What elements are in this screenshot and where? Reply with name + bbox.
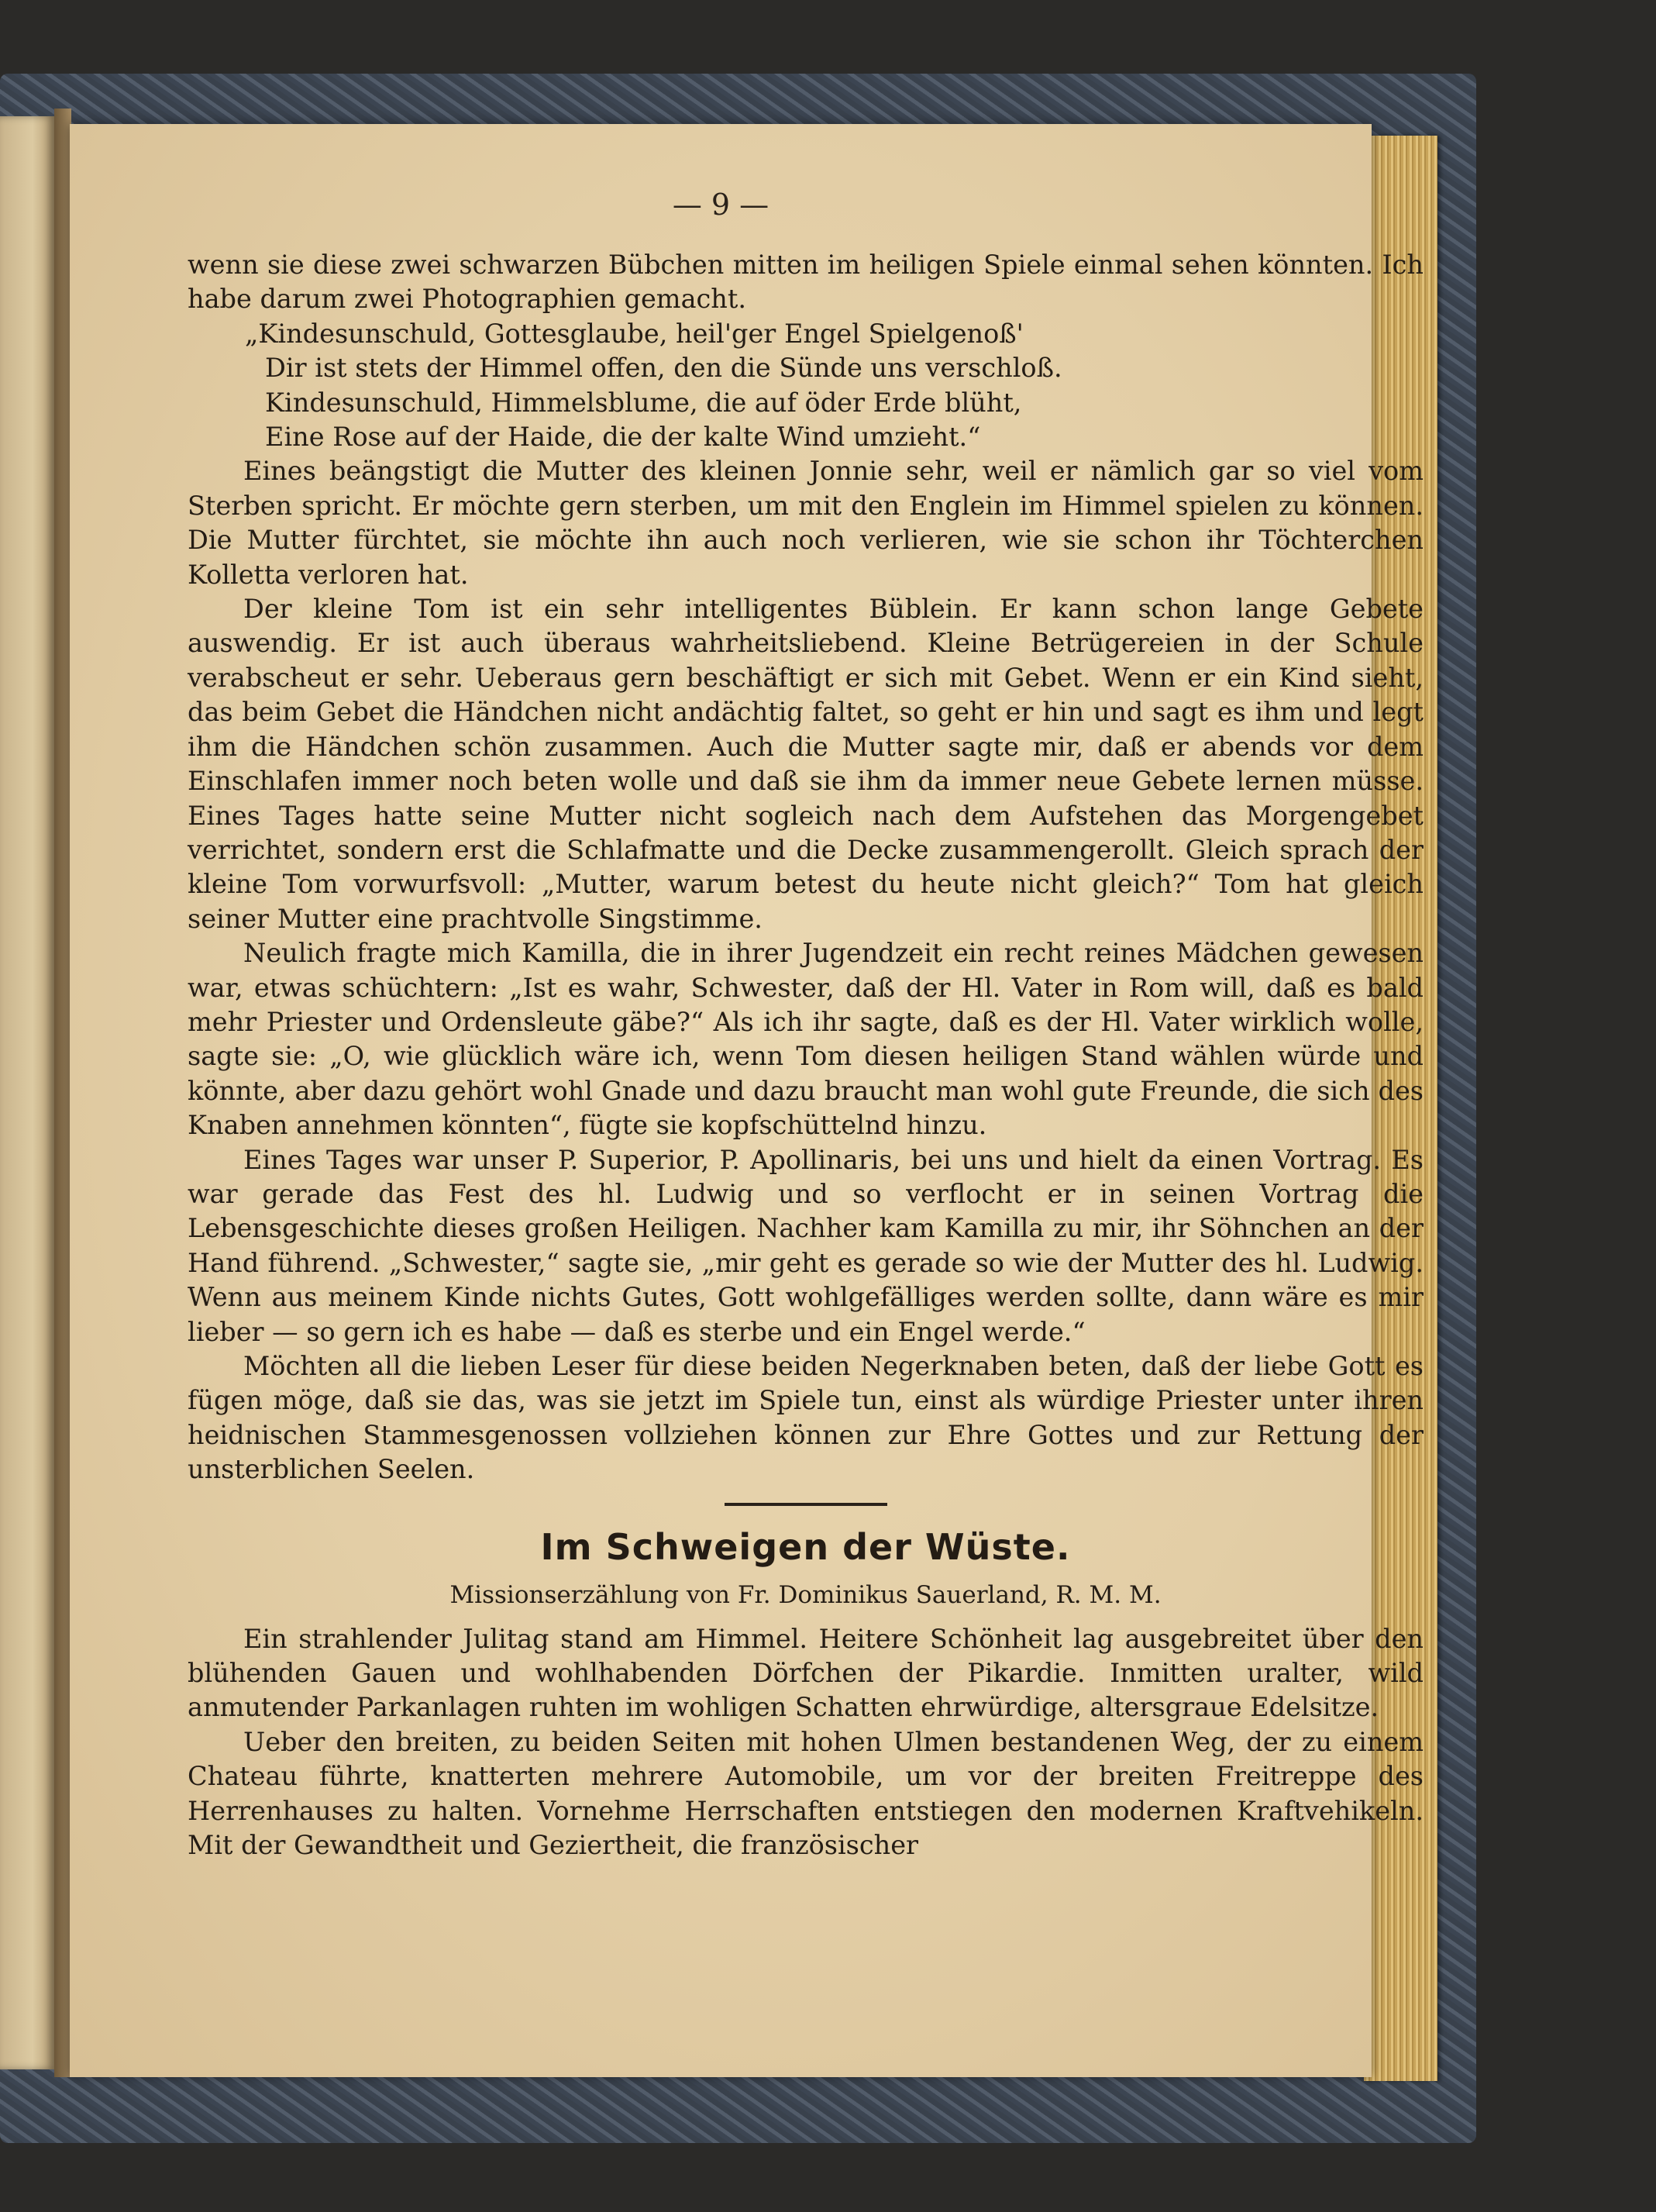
article-title: Im Schweigen der Wüste.: [540, 1525, 1071, 1568]
previous-page-edge: [0, 116, 54, 2069]
poem: [188, 317, 1424, 455]
section-divider: [725, 1503, 887, 1506]
page-text: [188, 248, 1424, 1862]
page-number: — 9 —: [672, 188, 769, 222]
book-page: [70, 124, 1424, 2077]
book-gutter: [54, 109, 71, 2077]
paragraph: Neulich fragte mich Kamilla, die in ihrer Jugendzeit ein recht reines Mädchen gewesen war, etwas schüchtern: „Ist es wahr, Schwester, daß der Hl. Vater in Rom will, daß es bald mehr Priester und Ordensleute gäbe?“ Als ich ihr sagte, daß es der Hl. Vater wirklich wolle, sagte sie: „O, wie glücklich wäre ich, wenn Tom diesen heiligen Stand wählen würde und könnte, aber dazu gehört wohl Gnade und dazu braucht man wohl gute Freunde, die sich des Knaben annehmen könnten“, fügte sie kopfschüttelnd hinzu.: [188, 938, 1424, 1141]
paragraph: Eines beängstigt die Mutter des kleinen Jonnie sehr, weil er nämlich gar so viel vom Sterben spricht. Er möchte gern sterben, um mit den Englein im Himmel spielen zu können. Die Mutter fürchtet, sie möchte ihn auch noch verlieren, wie sie schon ihr Töchterchen Kolletta verloren hat.: [188, 456, 1424, 590]
poem-line: Eine Rose auf der Haide, die der kalte Wind umzieht.“: [265, 422, 981, 453]
paragraph: Möchten all die lieben Leser für diese beiden Negerknaben beten, daß der liebe Gott es fügen möge, daß sie das, was sie jetzt im Spiele tun, einst als würdige Priester unter ihren heidnischen Stammesgenossen vollziehen können zur Ehre Gottes und zur Rettung der unsterblichen Seelen.: [188, 1351, 1424, 1485]
poem-line: Dir ist stets der Himmel offen, den die Sünde uns verschloß.: [265, 353, 1062, 384]
paragraph: Eines Tages war unser P. Superior, P. Apollinaris, bei uns und hielt da einen Vortrag. Es war gerade das Fest des hl. Ludwig und so verflocht er in seinen Vortrag die Lebensgeschichte dieses großen Heiligen. Nachher kam Kamilla zu mir, ihr Söhnchen an der Hand führend. „Schwester,“ sagte sie, „mir geht es gerade so wie der Mutter des hl. Ludwig. Wenn aus meinem Kinde nichts Gutes, Gott wohlgefälliges werden sollte, dann wäre es mir lieber — so gern ich es habe — daß es sterbe und ein Engel werde.“: [188, 1144, 1424, 1347]
article-byline: Missionserzählung von Fr. Dominikus Sauerland, R. M. M.: [449, 1580, 1162, 1609]
paragraph: Ueber den breiten, zu beiden Seiten mit hohen Ulmen bestandenen Weg, der zu einem Chateau führte, knatterten mehrere Automobile, um vor der breiten Freitreppe des Herrenhauses zu halten. Vornehme Herrschaften entstiegen den modernen Kraftvehikeln. Mit der Gewandtheit und Geziertheit, die französischer: [188, 1726, 1424, 1861]
poem-line: Kindesunschuld, Himmelsblume, die auf öder Erde blüht,: [265, 387, 1022, 418]
paragraph: Der kleine Tom ist ein sehr intelligentes Büblein. Er kann schon lange Gebete auswendig. Er ist auch überaus wahrheitsliebend. Kleine Betrügereien in der Schule verabscheut er sehr. Ueberaus gern beschäftigt er sich mit Gebet. Wenn er ein Kind sieht, das beim Gebet die Händchen nicht andächtig faltet, so geht er hin und sagt es ihm und legt ihm die Händchen schön zusammen. Auch die Mutter sagte mir, daß er abends vor dem Einschlafen immer noch beten wolle und daß sie ihm da immer neue Gebete lernen müsse. Eines Tages hatte seine Mutter nicht sogleich nach dem Aufstehen das Morgengebet verrichtet, sondern erst die Schlafmatte und die Decke zusammengerollt. Gleich sprach der kleine Tom vorwurfsvoll: „Mutter, warum betest du heute nicht gleich?“ Tom hat gleich seiner Mutter eine prachtvolle Singstimme.: [188, 594, 1424, 934]
paragraph-intro: wenn sie diese zwei schwarzen Bübchen mitten im heiligen Spiele einmal sehen könnten. Ich habe darum zwei Photographien gemacht.: [188, 250, 1424, 315]
poem-line: „Kindesunschuld, Gottesglaube, heil'ger Engel Spielgenoß': [245, 318, 1024, 349]
paragraph: Ein strahlender Julitag stand am Himmel. Heitere Schönheit lag ausgebreitet über den blühenden Gauen und wohlhabenden Dörfchen der Pikardie. Inmitten uralter, wild anmutender Parkanlagen ruhten im wohligen Schatten ehrwürdige, altersgraue Edelsitze.: [188, 1623, 1424, 1723]
